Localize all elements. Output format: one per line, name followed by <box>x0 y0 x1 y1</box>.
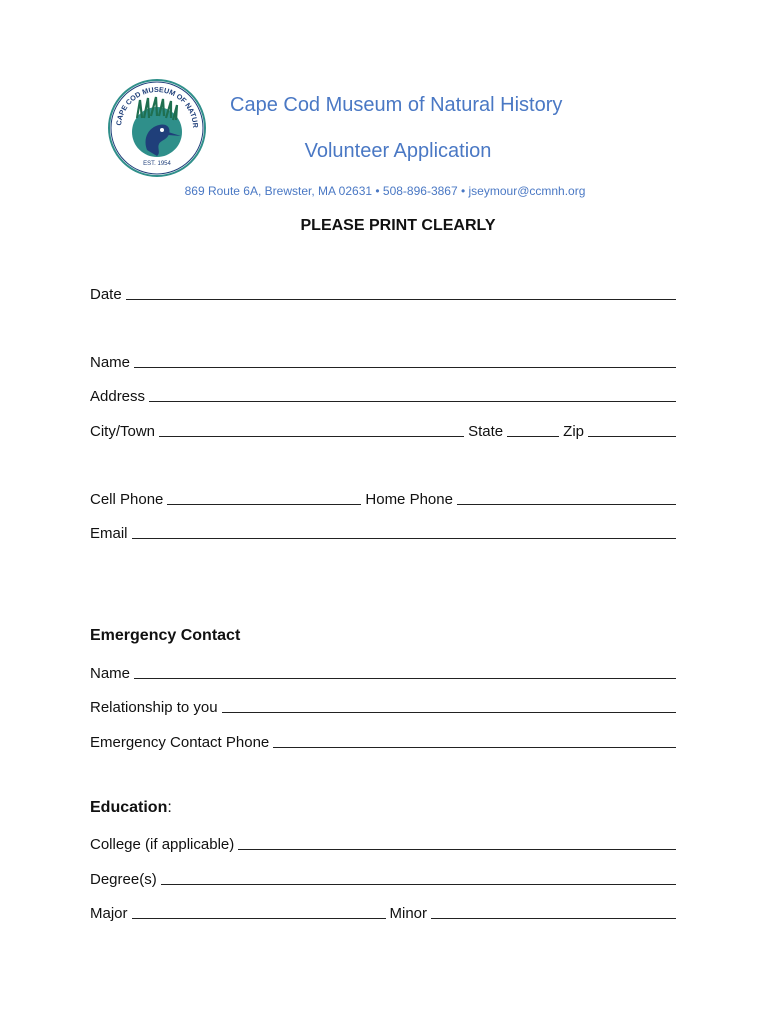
email-label: Email <box>90 525 128 542</box>
emergency-phone-row <box>90 731 676 751</box>
cell-phone-field[interactable] <box>167 504 361 505</box>
major-field[interactable] <box>132 918 386 919</box>
phone-row <box>90 488 676 508</box>
state-label: State <box>468 423 504 440</box>
address-field[interactable] <box>149 401 676 402</box>
home-phone-field[interactable] <box>457 504 676 505</box>
print-instruction: PLEASE PRINT CLEARLY <box>300 217 496 234</box>
relationship-field[interactable] <box>222 712 676 713</box>
state-field[interactable] <box>507 436 559 437</box>
city-row <box>90 420 676 440</box>
emergency-name-row <box>90 662 676 682</box>
degree-label: Degree(s) <box>90 871 157 888</box>
name-row <box>90 351 676 371</box>
name-field[interactable] <box>134 367 676 368</box>
education-heading <box>90 799 172 817</box>
education-heading-text: Education <box>90 799 168 816</box>
date-field[interactable] <box>126 299 676 300</box>
email-row <box>90 522 676 542</box>
college-row <box>90 833 676 853</box>
zip-field[interactable] <box>588 436 676 437</box>
email-field[interactable] <box>132 538 676 539</box>
major-minor-row <box>90 902 676 922</box>
major-label: Major <box>90 905 128 922</box>
name-label: Name <box>90 354 131 371</box>
city-field[interactable] <box>159 436 464 437</box>
logo-ring-text: CAPE COD MUSEUM OF NATUR <box>114 84 201 129</box>
education-heading-colon: : <box>167 799 172 816</box>
date-label: Date <box>90 286 122 303</box>
relationship-row <box>90 696 676 716</box>
logo-est-text: EST. 1954 <box>143 161 171 167</box>
zip-label: Zip <box>563 423 584 440</box>
contact-line: 869 Route 6A, Brewster, MA 02631 • 508-896-3867 • jseymour@ccmnh.org <box>184 184 586 198</box>
emergency-phone-label: Emergency Contact Phone <box>90 734 270 751</box>
emergency-name-field[interactable] <box>134 678 676 679</box>
minor-field[interactable] <box>431 918 676 919</box>
address-label: Address <box>90 388 146 405</box>
relationship-label: Relationship to you <box>90 699 218 716</box>
date-row <box>90 283 676 303</box>
emergency-name-label: Name <box>90 665 131 682</box>
home-phone-label: Home Phone <box>365 491 453 508</box>
emergency-heading: Emergency Contact <box>90 627 241 644</box>
address-row <box>90 385 676 405</box>
museum-name: Cape Cod Museum of Natural History <box>230 94 563 116</box>
form-title: Volunteer Application <box>304 140 492 162</box>
city-label: City/Town <box>90 423 156 440</box>
minor-label: Minor <box>389 905 428 922</box>
degree-field[interactable] <box>161 884 676 885</box>
college-label: College (if applicable) <box>90 836 235 853</box>
college-field[interactable] <box>238 849 676 850</box>
museum-logo <box>107 78 207 178</box>
emergency-phone-field[interactable] <box>273 747 676 748</box>
degree-row <box>90 868 676 888</box>
cell-phone-label: Cell Phone <box>90 491 164 508</box>
